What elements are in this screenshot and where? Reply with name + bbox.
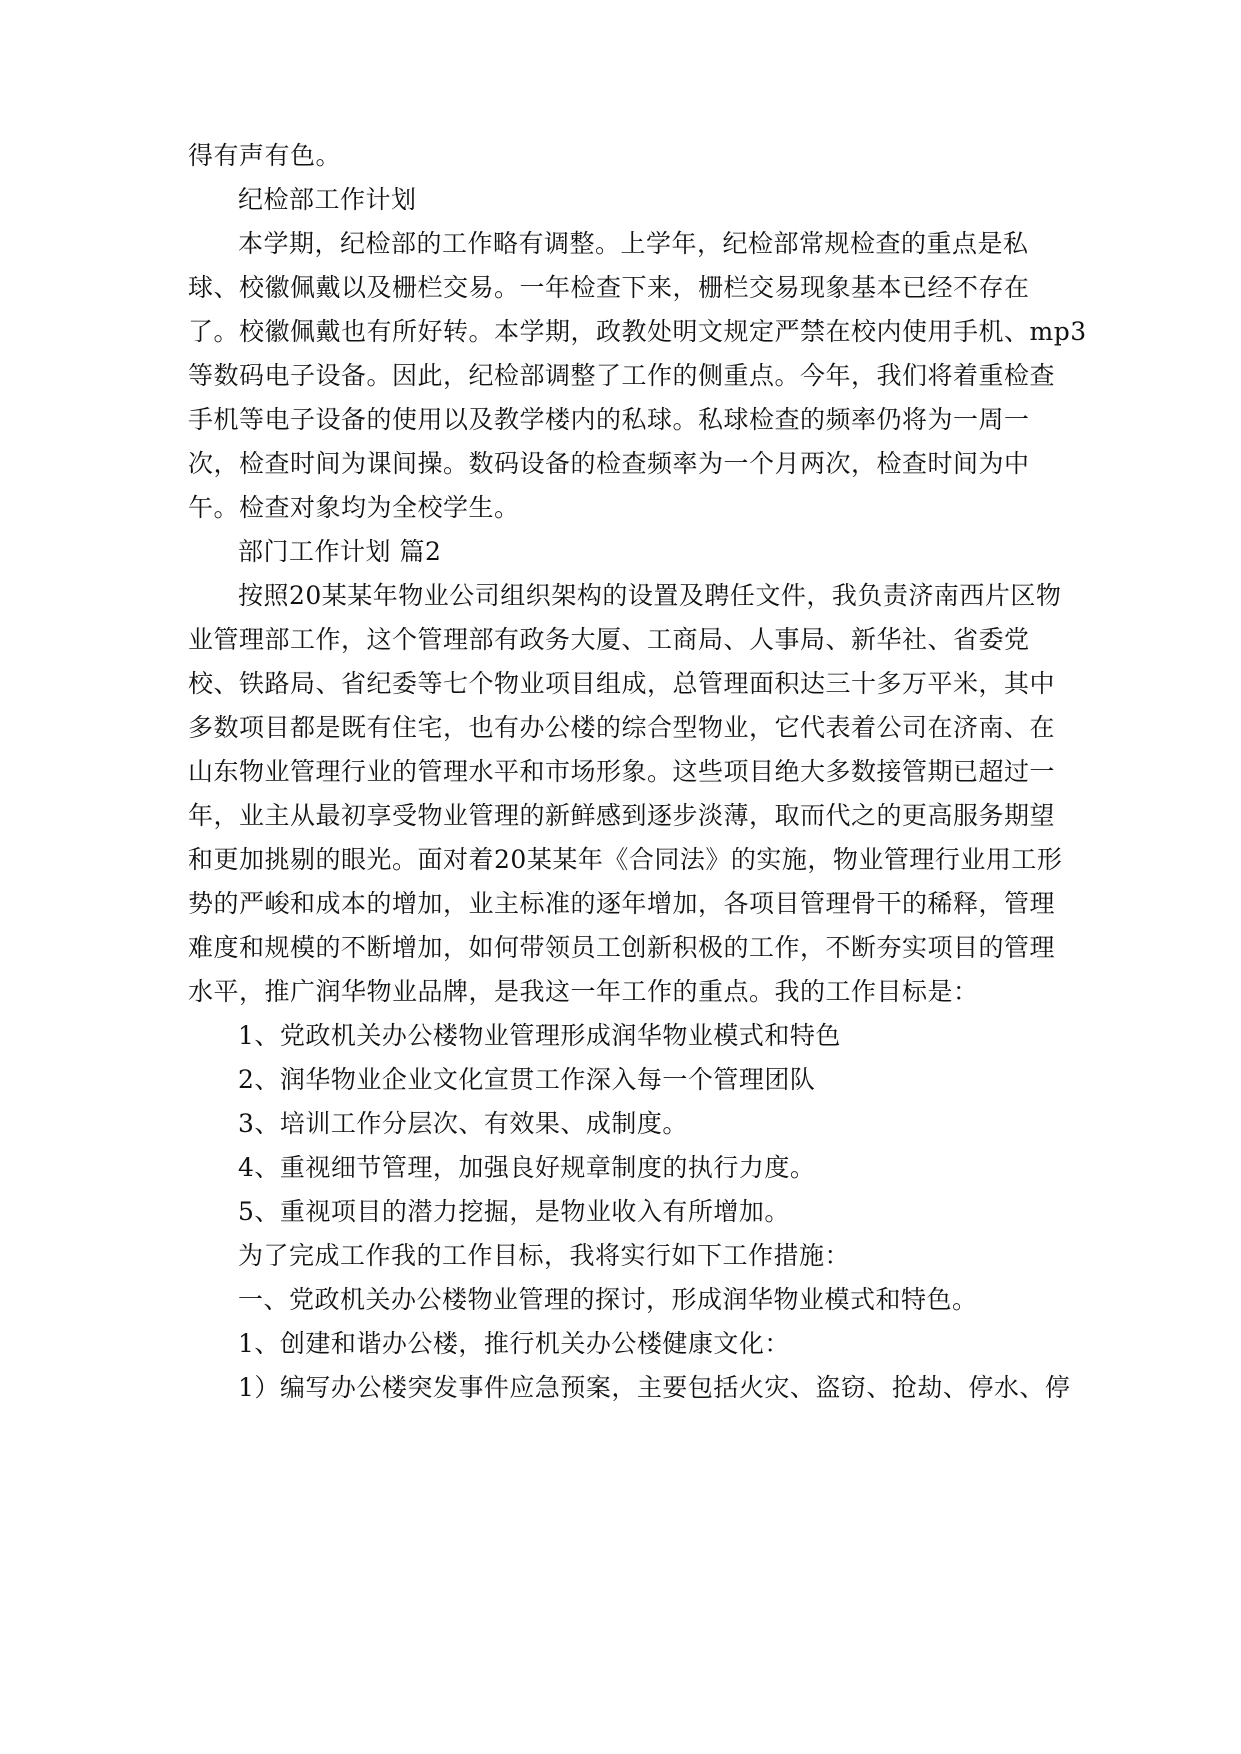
body-text-line: 1）编写办公楼突发事件应急预案，主要包括火灾、盗窃、抢劫、停水、停 bbox=[238, 1373, 1071, 1402]
body-text-line: 本学期，纪检部的工作略有调整。上学年，纪检部常规检查的重点是私 bbox=[238, 229, 1029, 258]
body-text-line: 为了完成工作我的工作目标，我将实行如下工作措施： bbox=[238, 1241, 851, 1270]
body-text-line: 得有声有色。 bbox=[188, 141, 342, 170]
body-text-line: 水平，推广润华物业品牌，是我这一年工作的重点。我的工作目标是： bbox=[188, 977, 979, 1006]
body-text-line: 次，检查时间为课间操。数码设备的检查频率为一个月两次，检查时间为中 bbox=[188, 449, 1030, 478]
body-text-line: 1、创建和谐办公楼，推行机关办公楼健康文化： bbox=[238, 1329, 790, 1358]
body-text-line: 手机等电子设备的使用以及教学楼内的私球。私球检查的频率仍将为一周一 bbox=[188, 405, 1030, 434]
body-text-line: 校、铁路局、省纪委等七个物业项目组成，总管理面积达三十多万平米，其中 bbox=[188, 669, 1056, 698]
body-text-line: 难度和规模的不断增加，如何带领员工创新积极的工作，不断夯实项目的管理 bbox=[188, 933, 1056, 962]
body-text-line: 业管理部工作，这个管理部有政务大厦、工商局、人事局、新华社、省委党 bbox=[188, 625, 1030, 654]
body-text-line: 了。校徽佩戴也有所好转。本学期，政教处明文规定严禁在校内使用手机、mp3 bbox=[188, 317, 1087, 346]
body-text-line: 按照20某某年物业公司组织架构的设置及聘任文件，我负责济南西片区物 bbox=[238, 581, 1062, 610]
body-text-line: 球、校徽佩戴以及栅栏交易。一年检查下来，栅栏交易现象基本已经不存在 bbox=[188, 273, 1030, 302]
body-text-line: 多数项目都是既有住宅，也有办公楼的综合型物业，它代表着公司在济南、在 bbox=[188, 713, 1056, 742]
body-text-line: 年，业主从最初享受物业管理的新鲜感到逐步淡薄，取而代之的更高服务期望 bbox=[188, 801, 1056, 830]
list-item: 2、润华物业企业文化宣贯工作深入每一个管理团队 bbox=[238, 1065, 816, 1094]
list-item: 1、党政机关办公楼物业管理形成润华物业模式和特色 bbox=[238, 1021, 841, 1050]
body-text-line: 等数码电子设备。因此，纪检部调整了工作的侧重点。今年，我们将着重检查 bbox=[188, 361, 1056, 390]
body-text-line: 势的严峻和成本的增加，业主标准的逐年增加，各项目管理骨干的稀释，管理 bbox=[188, 889, 1056, 918]
list-item: 3、培训工作分层次、有效果、成制度。 bbox=[238, 1109, 688, 1138]
body-text-line: 午。检查对象均为全校学生。 bbox=[188, 493, 520, 522]
body-text-line: 和更加挑剔的眼光。面对着20某某年《合同法》的实施，物业管理行业用工形 bbox=[188, 845, 1063, 874]
list-item: 5、重视项目的潜力挖掘，是物业收入有所增加。 bbox=[238, 1197, 790, 1226]
section-heading: 纪检部工作计划 bbox=[238, 185, 417, 214]
section-heading: 部门工作计划 篇2 bbox=[238, 537, 442, 566]
body-text-line: 一、党政机关办公楼物业管理的探讨，形成润华物业模式和特色。 bbox=[238, 1285, 978, 1314]
list-item: 4、重视细节管理，加强良好规章制度的执行力度。 bbox=[238, 1153, 816, 1182]
body-text-line: 山东物业管理行业的管理水平和市场形象。这些项目绝大多数接管期已超过一 bbox=[188, 757, 1056, 786]
